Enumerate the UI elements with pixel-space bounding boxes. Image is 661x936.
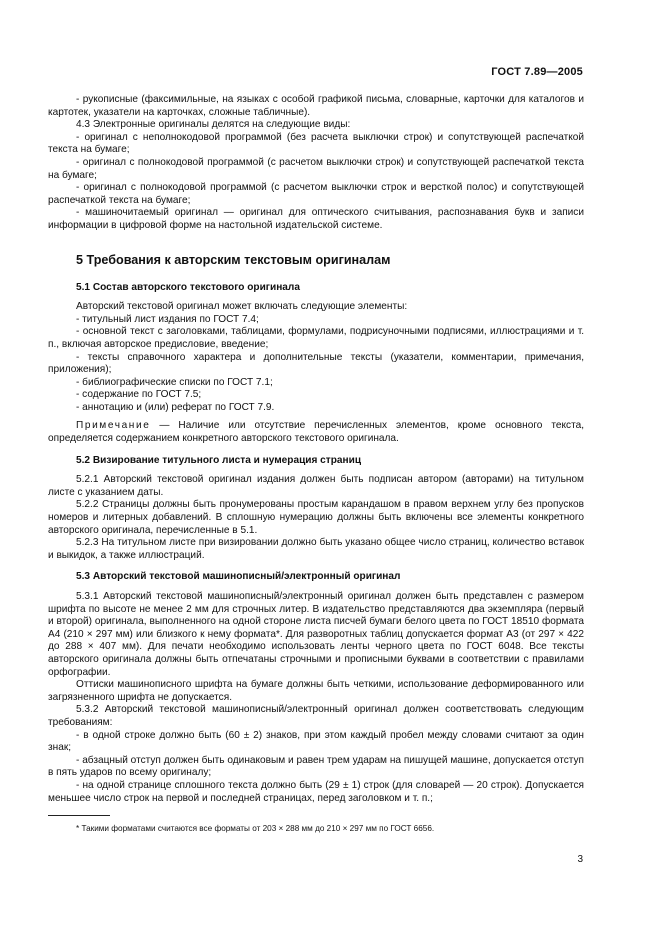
list-item: - аннотацию и (или) реферат по ГОСТ 7.9.: [76, 401, 275, 413]
footnote: * Такими форматами считаются все форматы от 203 × 288 мм до 210 × 297 мм по ГОСТ 6656.: [76, 824, 435, 834]
paragraph: - оригинал с полнокодовой программой (с расчетом выключки строк и версткой полос) и сопутствующей распечаткой текста на бумаге;: [48, 182, 584, 206]
list-item: - титульный лист издания по ГОСТ 7.4;: [76, 313, 259, 325]
paragraph: 5.2.3 На титульном листе при визировании должно быть указано общее число страниц, количество вставок и выкидок, а также иллюстраций.: [48, 537, 584, 561]
paragraph: - оригинал с неполнокодовой программой (без расчета выключки строк) и сопутствующей распечаткой текста на бумаге;: [48, 131, 584, 156]
subsection-heading: 5.1 Состав авторского текстового оригинала: [76, 281, 300, 293]
subsection-heading: 5.3 Авторский текстовой машинописный/электронный оригинал: [76, 571, 401, 583]
paragraph: Авторский текстовой оригинал может включать следующие элементы:: [76, 301, 408, 313]
note-label: Примечание: [76, 420, 151, 432]
document-code-header: ГОСТ 7.89—2005: [491, 66, 583, 78]
page-number: 3: [577, 854, 583, 865]
list-item: - основной текст с заголовками, таблицами, формулами, подрисуночными подписями, иллюстрациями и т. п., включая авторское предисловие, введение;: [48, 326, 584, 350]
list-item: - библиографические списки по ГОСТ 7.1;: [76, 376, 273, 388]
paragraph: - машиночитаемый оригинал — оригинал для оптического считывания, распознавания букв и записи информации в цифровой форме на настольной издательской системе.: [48, 207, 584, 231]
list-item: - абзацный отступ должен быть одинаковым и равен трем ударам на пишущей машине, допускается отступ в пять ударов по всему оригиналу;: [48, 754, 584, 779]
note-text: — Наличие или отсутствие перечисленных элементов, кроме основного текста, определяется содержанием конкретного авторского текстового оригинала.: [48, 420, 584, 445]
paragraph: 5.2.1 Авторский текстовой оригинал издания должен быть подписан автором (авторами) на титульном листе с указанием даты.: [48, 474, 584, 498]
paragraph: 4.3 Электронные оригиналы делятся на следующие виды:: [76, 119, 351, 131]
page-content: [48, 94, 584, 834]
subsection-heading: 5.2 Визирование титульного листа и нумерация страниц: [76, 454, 362, 466]
paragraph: Оттиски машинописного шрифта на бумаге должны быть четкими, использование деформированного или загрязненного шрифта не допускается.: [48, 679, 584, 703]
paragraph: 5.3.1 Авторский текстовой машинописный/электронный оригинал должен быть представлен с размером шрифта по высоте не менее 2 мм для строчных литер. В издательство представляются два экземпляра (первый и второй) оригинала, выполненного на одной стороне листа писчей бумаги белого цвета по ГОСТ 18510 формата А4 (210 × 297 мм) или близкого к нему формата*. Для разворотных таблиц допускается формат А3 (от 297 × 422 до 288 × 407 мм). Для печати необходимо использовать ленты черного цвета по ГОСТ 6048. Все тексты авторского оригинала должны быть отпечатаны строчными и прописными буквами в соответствии с правилами орфографии.: [48, 591, 584, 678]
list-item: - в одной строке должно быть (60 ± 2) знаков, при этом каждый пробел между словами считают за один знак;: [48, 729, 584, 754]
paragraph: - рукописные (факсимильные, на языках с особой графикой письма, словарные, карточки для каталогов и картотек, указатели на карточках, сложные табличные).: [48, 94, 584, 118]
paragraph: 5.2.2 Страницы должны быть пронумерованы простым карандашом в правом верхнем углу без пропусков номеров и литерных добавлений. В сплошную нумерацию должны быть включены все элементы конкретного авторского оригинала, перечисленные в 5.1.: [48, 499, 584, 536]
list-item: - тексты справочного характера и дополнительные тексты (указатели, комментарии, примечания, приложения);: [48, 351, 584, 376]
footnote-divider: [48, 815, 110, 816]
list-item: - содержание по ГОСТ 7.5;: [76, 389, 202, 401]
list-item: - на одной странице сплошного текста должно быть (29 ± 1) строк (для словарей — 20 строк). Допускается меньшее число строк на первой и последней страницах, перед заголовком и т. п.;: [48, 779, 584, 804]
paragraph: 5.3.2 Авторский текстовой машинописный/электронный оригинал должен соответствовать следующим требованиям:: [48, 704, 584, 728]
note: [48, 420, 584, 445]
section-heading: 5 Требования к авторским текстовым оригиналам: [76, 252, 391, 267]
paragraph: - оригинал с полнокодовой программой (с расчетом выключки строк) и сопутствующей распечаткой текста на бумаге;: [48, 156, 584, 181]
